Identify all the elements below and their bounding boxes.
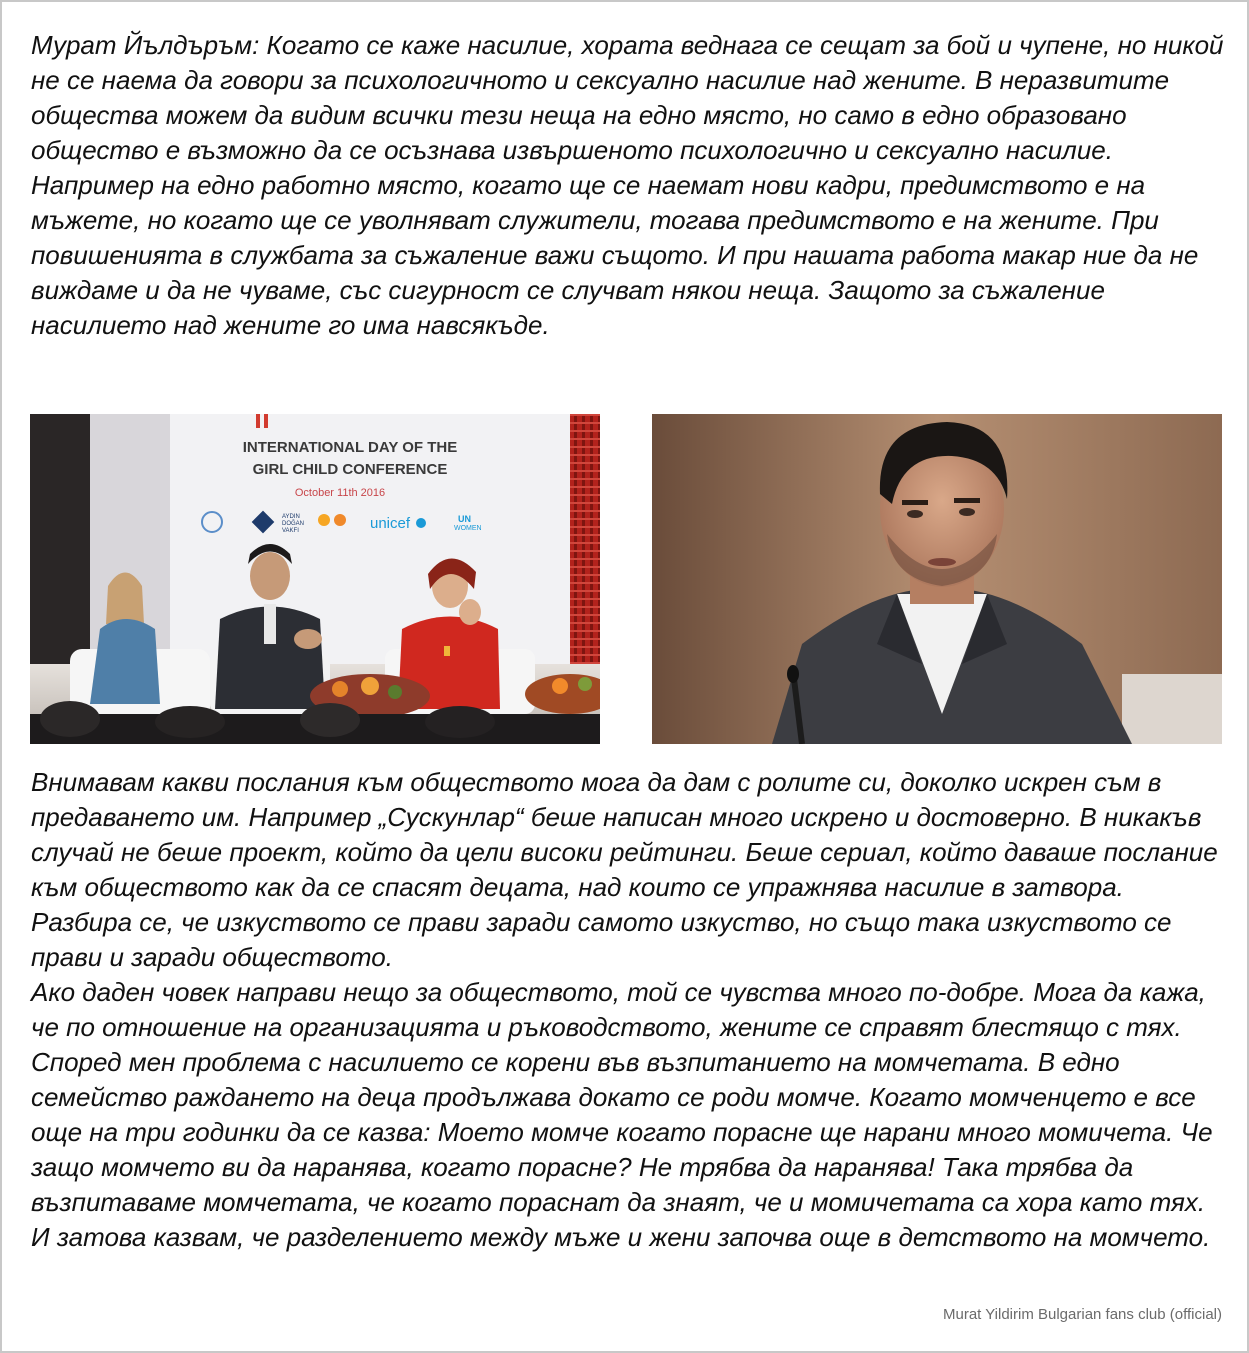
conference-photo [30, 414, 600, 744]
banner-title-line2: GIRL CHILD CONFERENCE [252, 461, 448, 478]
article-paragraph-bottom: Внимавам какви послания към обществото мога да дам с ролите си, доколко искрен съм в предаването им. Например „Сускунлар“ беше написан много искрено и достоверно. В никакъв случай не беше проект, който да цели високи рейтинги. Беше сериал, който даваше послание към обществото как да се спасят децата, над които се упражнява насилие в затвора. Разбира се, че изкуството се прави заради самото изкуство, но също така изкуството се прави и заради обществото. Ако даден човек направи нещо за обществото, той се чувства много по-добре. Мога да кажа, че по отношение на организацията и ръководството, жените се справят блестящо с тях. Според мен проблема с насилието се корени във възпитанието на момчетата. В едно семейство раждането на деца продължава докато се роди момче. Когато момченцето е все още на три годинки да се казва: Моето момче когато порасне ще нарани много момичета. Че защо момчето ви да наранява, когато порасне? Не трябва да наранява! Така трябва да възпитаваме момчетата, че когато пораснат да знаят, че и момичетата са хора като тях. И затова казвам, че разделението между мъже и жени започва още в детството на момчето. [31, 767, 1218, 1252]
svg-text:unicef: unicef [370, 515, 411, 532]
svg-text:VAKFI: VAKFI [282, 528, 299, 534]
svg-text:DOĞAN: DOĞAN [282, 521, 305, 527]
svg-text:AYDIN: AYDIN [282, 514, 300, 520]
banner-date: October 11th 2016 [294, 487, 386, 499]
unicef-icon [416, 518, 426, 528]
banner-title-line1: INTERNATIONAL DAY OF THE [242, 439, 458, 456]
fan-club-credit: Murat Yildirim Bulgarian fans club (official) [942, 1306, 1222, 1323]
svg-text:WOMEN: WOMEN [454, 525, 482, 532]
unfpa-logo-icon [318, 514, 330, 526]
article-paragraph-top: Мурат Йълдъръм: Когато се каже насилие, хората веднага се сещат за бой и чупене, но никой не се наема да говори за психологичното и сексуално насилие над жените. В неразвитите общества можем да видим всички тези неща на едно място, но само в едно образовано общество е възможно да се осъзнава извършеното психологично и сексуално насилие. Например на едно работно място, когато ще се наемат нови кадри, предимството е на мъжете, но когато ще се уволняват служители, тогава предимството е на жените. При повишенията в службата за съжаление важи същото. И при нашата работа макар ние да не виждаме и да не чуваме, със сигурност се случват някои неща. Защото за съжаление насилието над жените го има навсякъде. [31, 30, 1224, 340]
speaker-portrait-photo [652, 414, 1222, 744]
svg-text:UN: UN [458, 514, 471, 524]
